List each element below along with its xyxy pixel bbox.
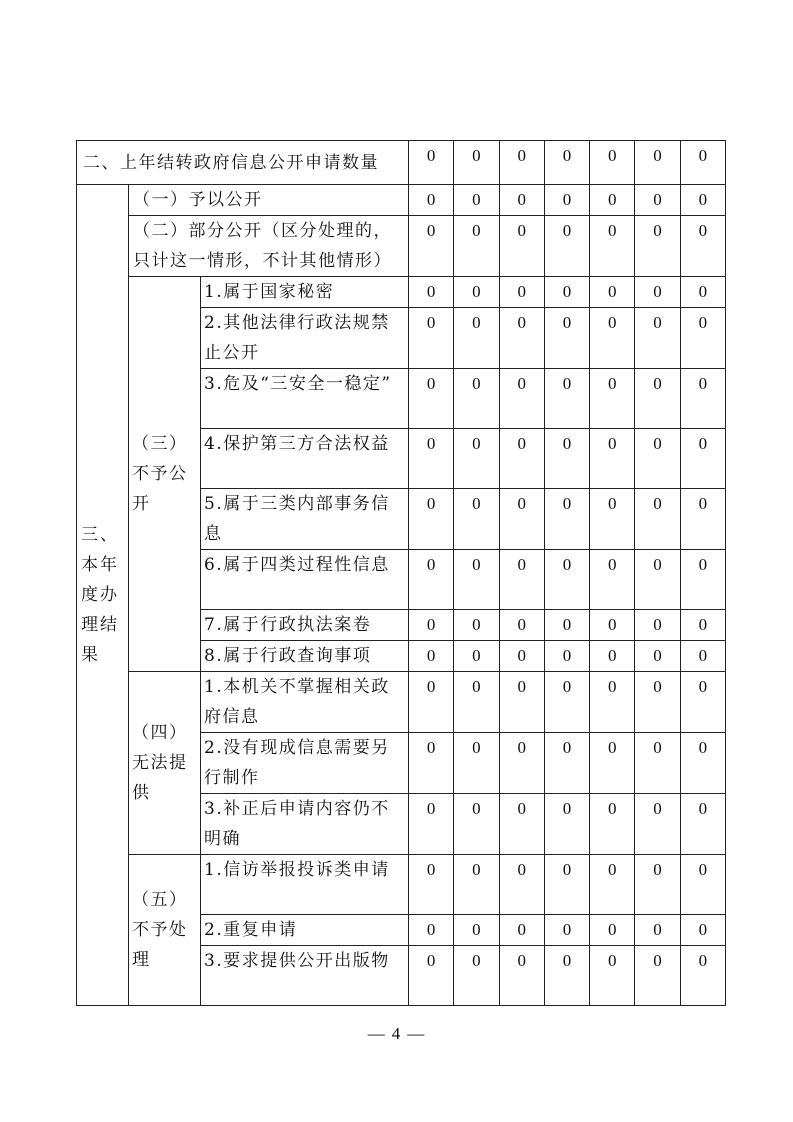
row-label: 8.属于行政查询事项 (201, 641, 409, 672)
value-cell: 0 (590, 610, 635, 641)
page-number (0, 1024, 793, 1044)
value-cell: 0 (680, 794, 725, 855)
value-cell: 0 (499, 672, 544, 733)
group-label: （五）不予处理 (129, 855, 201, 1006)
row-label: （二）部分公开（区分处理的，只计这一情形，不计其他情形） (129, 216, 409, 277)
value-cell: 0 (680, 141, 725, 185)
value-cell: 0 (409, 216, 454, 277)
value-cell: 0 (635, 672, 680, 733)
value-cell: 0 (499, 489, 544, 550)
table-row-partial (77, 216, 726, 277)
value-cell: 0 (544, 369, 589, 429)
value-cell: 0 (590, 141, 635, 185)
value-cell: 0 (499, 915, 544, 946)
value-cell: 0 (590, 794, 635, 855)
value-cell: 0 (680, 610, 725, 641)
value-cell: 0 (635, 277, 680, 308)
value-cell: 0 (409, 550, 454, 610)
value-cell: 0 (544, 915, 589, 946)
value-cell: 0 (409, 277, 454, 308)
value-cell: 0 (590, 277, 635, 308)
row-label: 4.保护第三方合法权益 (201, 429, 409, 489)
value-cell: 0 (454, 141, 499, 185)
value-cell: 0 (680, 855, 725, 915)
value-cell: 0 (680, 915, 725, 946)
value-cell: 0 (544, 277, 589, 308)
page-number-dash-right: — (407, 1024, 426, 1043)
value-cell: 0 (635, 641, 680, 672)
value-cell: 0 (635, 610, 680, 641)
row-label: 5.属于三类内部事务信息 (201, 489, 409, 550)
value-cell: 0 (635, 733, 680, 794)
value-cell: 0 (409, 946, 454, 1006)
value-cell: 0 (544, 946, 589, 1006)
value-cell: 0 (499, 550, 544, 610)
row-label: 3.危及“三安全一稳定” (201, 369, 409, 429)
value-cell: 0 (499, 185, 544, 216)
value-cell: 0 (590, 550, 635, 610)
value-cell: 0 (680, 369, 725, 429)
value-cell: 0 (590, 915, 635, 946)
value-cell: 0 (454, 429, 499, 489)
value-cell: 0 (680, 429, 725, 489)
row-label: 2.没有现成信息需要另行制作 (201, 733, 409, 794)
value-cell: 0 (409, 141, 454, 185)
value-cell: 0 (454, 185, 499, 216)
value-cell: 0 (544, 308, 589, 369)
value-cell: 0 (635, 141, 680, 185)
value-cell: 0 (409, 610, 454, 641)
value-cell: 0 (680, 733, 725, 794)
value-cell: 0 (635, 185, 680, 216)
value-cell: 0 (635, 550, 680, 610)
row-label: 3.要求提供公开出版物 (201, 946, 409, 1006)
value-cell: 0 (590, 946, 635, 1006)
value-cell: 0 (635, 369, 680, 429)
value-cell: 0 (680, 946, 725, 1006)
value-cell: 0 (635, 216, 680, 277)
value-cell: 0 (454, 610, 499, 641)
value-cell: 0 (590, 369, 635, 429)
value-cell: 0 (409, 308, 454, 369)
value-cell: 0 (409, 672, 454, 733)
value-cell: 0 (409, 641, 454, 672)
value-cell: 0 (454, 733, 499, 794)
value-cell: 0 (544, 489, 589, 550)
table-row (77, 672, 726, 733)
value-cell: 0 (590, 641, 635, 672)
row-label: 6.属于四类过程性信息 (201, 550, 409, 610)
value-cell: 0 (409, 369, 454, 429)
table-row (77, 855, 726, 915)
value-cell: 0 (454, 672, 499, 733)
row-label: 2.其他法律行政法规禁止公开 (201, 308, 409, 369)
value-cell: 0 (590, 855, 635, 915)
value-cell: 0 (499, 429, 544, 489)
table-row-carryover (77, 141, 726, 185)
value-cell: 0 (499, 855, 544, 915)
value-cell: 0 (409, 185, 454, 216)
value-cell: 0 (544, 672, 589, 733)
value-cell: 0 (499, 141, 544, 185)
row-label: （一）予以公开 (129, 185, 409, 216)
value-cell: 0 (680, 216, 725, 277)
page-number-dash-left: — (367, 1024, 386, 1043)
value-cell: 0 (499, 733, 544, 794)
value-cell: 0 (635, 429, 680, 489)
row-label: 二、上年结转政府信息公开申请数量 (77, 141, 409, 185)
value-cell: 0 (454, 794, 499, 855)
value-cell: 0 (635, 946, 680, 1006)
group-label: （三）不予公开 (129, 277, 201, 672)
value-cell: 0 (590, 429, 635, 489)
statistics-table (76, 140, 726, 1006)
value-cell: 0 (544, 141, 589, 185)
value-cell: 0 (454, 308, 499, 369)
value-cell: 0 (454, 855, 499, 915)
value-cell: 0 (454, 915, 499, 946)
value-cell: 0 (635, 308, 680, 369)
value-cell: 0 (499, 641, 544, 672)
value-cell: 0 (499, 946, 544, 1006)
value-cell: 0 (680, 308, 725, 369)
value-cell: 0 (409, 489, 454, 550)
value-cell: 0 (454, 369, 499, 429)
value-cell: 0 (499, 610, 544, 641)
value-cell: 0 (590, 672, 635, 733)
value-cell: 0 (454, 550, 499, 610)
value-cell: 0 (680, 672, 725, 733)
value-cell: 0 (454, 277, 499, 308)
row-label: 1.本机关不掌握相关政府信息 (201, 672, 409, 733)
value-cell: 0 (590, 489, 635, 550)
value-cell: 0 (544, 610, 589, 641)
value-cell: 0 (454, 641, 499, 672)
value-cell: 0 (544, 185, 589, 216)
value-cell: 0 (499, 277, 544, 308)
value-cell: 0 (635, 489, 680, 550)
group-label: （四）无法提供 (129, 672, 201, 855)
value-cell: 0 (499, 308, 544, 369)
row-label: 2.重复申请 (201, 915, 409, 946)
value-cell: 0 (499, 216, 544, 277)
value-cell: 0 (544, 429, 589, 489)
value-cell: 0 (544, 794, 589, 855)
value-cell: 0 (544, 216, 589, 277)
value-cell: 0 (409, 794, 454, 855)
value-cell: 0 (590, 308, 635, 369)
table-row-grant (77, 185, 726, 216)
row-label: 7.属于行政执法案卷 (201, 610, 409, 641)
value-cell: 0 (680, 641, 725, 672)
row-label: 1.信访举报投诉类申请 (201, 855, 409, 915)
value-cell: 0 (590, 216, 635, 277)
value-cell: 0 (499, 369, 544, 429)
value-cell: 0 (680, 277, 725, 308)
value-cell: 0 (454, 946, 499, 1006)
section3-label: 三、本年度办理结果 (77, 185, 129, 1006)
row-label: 3.补正后申请内容仍不明确 (201, 794, 409, 855)
table-row (77, 277, 726, 308)
value-cell: 0 (454, 216, 499, 277)
value-cell: 0 (635, 855, 680, 915)
page-number-value: 4 (391, 1024, 402, 1043)
value-cell: 0 (499, 794, 544, 855)
value-cell: 0 (544, 550, 589, 610)
value-cell: 0 (544, 641, 589, 672)
value-cell: 0 (680, 489, 725, 550)
value-cell: 0 (680, 185, 725, 216)
value-cell: 0 (590, 185, 635, 216)
value-cell: 0 (635, 915, 680, 946)
value-cell: 0 (409, 733, 454, 794)
value-cell: 0 (409, 855, 454, 915)
row-label: 1.属于国家秘密 (201, 277, 409, 308)
value-cell: 0 (680, 550, 725, 610)
value-cell: 0 (454, 489, 499, 550)
value-cell: 0 (544, 855, 589, 915)
value-cell: 0 (409, 429, 454, 489)
value-cell: 0 (544, 733, 589, 794)
value-cell: 0 (590, 733, 635, 794)
value-cell: 0 (635, 794, 680, 855)
value-cell: 0 (409, 915, 454, 946)
